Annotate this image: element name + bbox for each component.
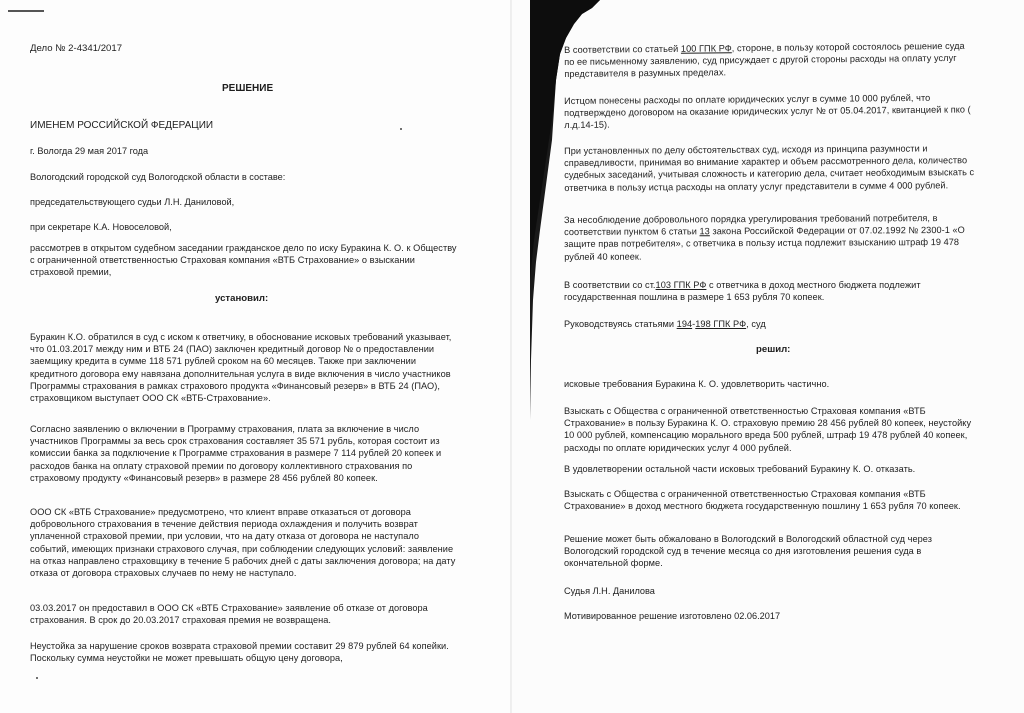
right-paragraph-1: В соответствии со статьей 100 ГПК РФ, стороне, в пользу которой состоялось решение суда по ее письменному заявлению, суд присуждает с другой стороны расходы на оплату услуг представителя в разумных пределах. [564,40,965,80]
right-paragraph-5: В соответствии со ст.103 ГПК РФ с ответчика в доход местного бюджета подлежит государственная пошлина в размере 1 653 рубля 70 копеек. [564,280,921,303]
body-paragraph-5: Неустойка за нарушение сроков возврата страховой премии составит 29 879 рублей 64 копейки. Поскольку сумма неустойки не может превышать общую цену договора, [30,641,449,664]
court-composition: Вологодский городской суд Вологодской области в составе: [30,172,286,182]
scan-fold-shadow [530,0,610,713]
court-secretary: при секретаре К.А. Новоселовой, [30,222,172,232]
law-link-article-198[interactable]: 198 ГПК РФ [695,319,747,329]
decided-heading: решил: [756,344,791,355]
case-number: Дело № 2-4341/2017 [30,43,123,54]
body-paragraph-4: 03.03.2017 он предоставил в ООО СК «ВТБ Страхование» заявление об отказе от договора страхования. В срок до 20.03.2017 страховая премия не возвращена. [30,603,428,626]
in-the-name-heading: ИМЕНЕМ РОССИЙСКОЙ ФЕДЕРАЦИИ [30,120,214,131]
law-link-article-194[interactable]: 194 [676,319,693,329]
right-paragraph-6: Руководствуясь статьями 194-198 ГПК РФ, суд [564,319,766,329]
scan-speck [36,677,38,679]
case-considered-paragraph: рассмотрев в открытом судебном заседании гражданское дело по иску Буракина К. О. к Обществу с ограниченной ответственностью Страховая компания «ВТБ Страхование» о взыскании страховой премии, [30,243,457,278]
body-paragraph-2: Согласно заявлению о включении в Программу страхования, плата за включение в число участников Программы за весь срок страхования составляет 35 571 рубль, которая состоит из комиссии банка за подключение к Программе страхования в размере 7 114 рублей 20 копеек и расходов банка на оплату страховой премии по договору коллективного страхования по страховому продукту «Финансовый резерв» в размере 28 456 рублей 80 копеек. [30,424,442,483]
right-paragraph-7: исковые требования Буракина К. О. удовлетворить частично. [564,379,830,389]
presiding-judge: председательствующего судьи Л.Н. Даниловой, [30,197,235,207]
place-and-date: г. Вологда 29 мая 2017 года [30,146,149,156]
law-link-article-103[interactable]: 103 ГПК РФ [655,280,707,290]
right-paragraph-8: Взыскать с Общества с ограниченной ответственностью Страховая компания «ВТБ Страхование» в пользу Буракина К. О. страховую премию 28 456 рублей 80 копеек, неустойку 10 000 рублей, компенсацию морального вреда 500 рублей, штраф 19 478 рублей 40 копеек, расходы по оплате юридических услуг 4 000 рублей. [564,406,972,453]
right-paragraph-3: При установленных по делу обстоятельствах суд, исходя из принципа разумности и справедливости, принимая во внимание характер и объем рассмотренного дела, количество судебных заседаний, учитывая сложность и категорию дела, считает необходимым взыскать с ответчика в пользу истца расходы на оплату услуг представители в сумме 4 000 рублей. [564,143,975,193]
right-paragraph-11: Решение может быть обжаловано в Вологодский в Вологодский областной суд через Вологодский городской суд в течение месяца со дня изготовления решения суда в окончательной форме. [564,534,932,569]
final-date-line: Мотивированное решение изготовлено 02.06.2017 [564,611,781,621]
right-paragraph-9: В удовлетворении остальной части исковых требований Буракину К. О. отказать. [564,464,916,474]
body-paragraph-1: Буракин К.О. обратился в суд с иском к ответчику, в обоснование исковых требований указывает, что 01.03.2017 между ним и ВТБ 24 (ПАО) заключен кредитный договор № о предоставлении заемщику кредита в сумме 118 571 рублей сроком на 60 месяцев. Также при заключении кредитного договора ему навязана дополнительная услуга в виде включения в число участников Программы страхования в рамках страхового продукта «Финансовый резерв» в ВТБ 24 (ПАО), страховщиком выступает ООО СК «ВТБ-Страхование». [30,332,452,404]
law-link-article-13[interactable]: 13 [699,226,710,237]
judge-signature-line: Судья Л.Н. Данилова [564,586,655,596]
right-paragraph-2: Истцом понесены расходы по оплате юридических услуг в сумме 10 000 рублей, что подтверждено договором на оказание юридических услуг № от 05.04.2017, квитанцией к пко ( л.д.14-15). [564,92,971,131]
scan-speck [400,128,402,130]
right-paragraph-4: За несоблюдение добровольного порядка урегулирования требований потребителя, в соответствии пунктом 6 статьи 13 закона Российской Федерации от 07.02.1992 № 2300-1 «О защите прав потребителя», с ответчика в пользу истца подлежит взысканию штраф 19 478 рублей 40 копеек. [564,213,965,262]
fold-shadow-shape [530,0,610,713]
right-paragraph-10: Взыскать с Общества с ограниченной ответственностью Страховая компания «ВТБ Страхование» в доход местного бюджета государственную пошлину 1 653 рубля 70 копеек. [564,489,961,512]
law-link-article-100[interactable]: 100 ГПК РФ [680,43,732,54]
scan-mark [8,10,44,12]
established-heading: установил: [215,293,269,304]
document-title: РЕШЕНИЕ [222,83,274,94]
body-paragraph-3: ООО СК «ВТБ Страхование» предусмотрено, что клиент вправе отказаться от договора добровольного страхования в течение действия периода охлаждения и получить возврат уплаченной страховой премии, при условии, что на дату отказа от договора не наступало событий, имеющих признаки страхового случая, при соблюдении следующих условий: заявление на отказ направлено страховщику в течение 5 рабочих дней с даты заключения договора; на дату отказа от договора страховых случаев по нему не наступало. [30,507,456,579]
